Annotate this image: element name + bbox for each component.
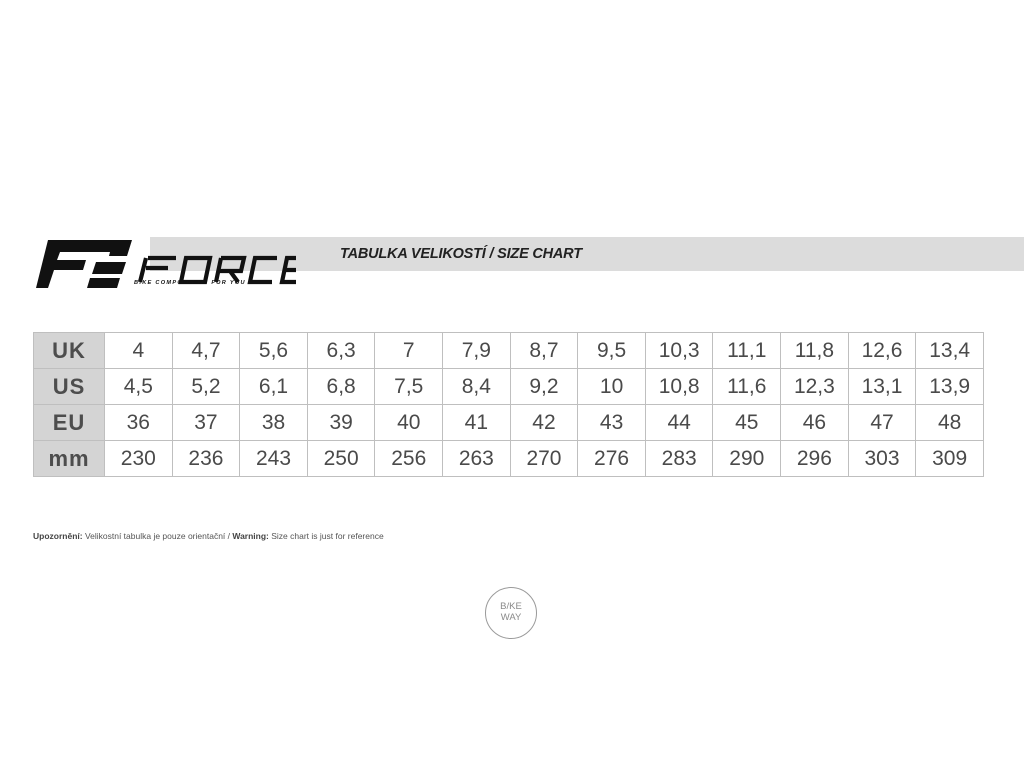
size-cell: 10,8 xyxy=(645,369,713,405)
size-cell: 41 xyxy=(443,405,511,441)
size-cell: 13,4 xyxy=(916,333,984,369)
warning-note xyxy=(33,531,384,541)
stamp-line1: B/KE xyxy=(500,601,522,612)
warning-text-cz: Velikostní tabulka je pouze orientační / xyxy=(82,531,233,541)
bikeway-stamp xyxy=(485,587,537,639)
size-cell: 44 xyxy=(645,405,713,441)
size-cell: 270 xyxy=(510,441,578,477)
size-cell: 11,8 xyxy=(781,333,849,369)
size-cell: 10,3 xyxy=(645,333,713,369)
size-cell: 7,5 xyxy=(375,369,443,405)
size-cell: 11,1 xyxy=(713,333,781,369)
size-cell: 256 xyxy=(375,441,443,477)
size-cell: 8,4 xyxy=(443,369,511,405)
row-header: mm xyxy=(34,441,105,477)
size-row-mm xyxy=(34,441,984,477)
size-cell: 42 xyxy=(510,405,578,441)
size-cell: 4,7 xyxy=(172,333,240,369)
row-header: US xyxy=(34,369,105,405)
size-cell: 38 xyxy=(240,405,308,441)
size-cell: 6,3 xyxy=(307,333,375,369)
row-header: UK xyxy=(34,333,105,369)
size-cell: 9,5 xyxy=(578,333,646,369)
size-cell: 296 xyxy=(781,441,849,477)
size-cell: 243 xyxy=(240,441,308,477)
size-cell: 46 xyxy=(781,405,849,441)
size-cell: 4,5 xyxy=(105,369,173,405)
size-cell: 263 xyxy=(443,441,511,477)
warning-text-en: Size chart is just for reference xyxy=(268,531,384,541)
force-wordmark xyxy=(140,258,296,282)
logo-tagline: BIKE COMPONENTS FOR YOU xyxy=(134,280,246,286)
size-cell: 5,6 xyxy=(240,333,308,369)
size-cell: 303 xyxy=(848,441,916,477)
size-cell: 283 xyxy=(645,441,713,477)
size-row-eu xyxy=(34,405,984,441)
size-cell: 40 xyxy=(375,405,443,441)
size-cell: 9,2 xyxy=(510,369,578,405)
size-cell: 45 xyxy=(713,405,781,441)
size-row-uk xyxy=(34,333,984,369)
warning-label-en: Warning: xyxy=(232,531,269,541)
size-cell: 250 xyxy=(307,441,375,477)
size-cell: 47 xyxy=(848,405,916,441)
size-cell: 13,9 xyxy=(916,369,984,405)
warning-label-cz: Upozornění: xyxy=(33,531,83,541)
size-cell: 12,6 xyxy=(848,333,916,369)
size-table xyxy=(33,332,984,477)
size-cell: 43 xyxy=(578,405,646,441)
size-cell: 6,1 xyxy=(240,369,308,405)
size-row-us xyxy=(34,369,984,405)
size-cell: 8,7 xyxy=(510,333,578,369)
size-cell: 4 xyxy=(105,333,173,369)
size-cell: 7,9 xyxy=(443,333,511,369)
size-cell: 6,8 xyxy=(307,369,375,405)
size-cell: 309 xyxy=(916,441,984,477)
size-cell: 39 xyxy=(307,405,375,441)
size-cell: 11,6 xyxy=(713,369,781,405)
size-cell: 12,3 xyxy=(781,369,849,405)
row-header: EU xyxy=(34,405,105,441)
size-cell: 36 xyxy=(105,405,173,441)
stamp-line2: WAY xyxy=(500,612,522,623)
chart-title: TABULKA VELIKOSTÍ / SIZE CHART xyxy=(340,246,582,262)
size-cell: 13,1 xyxy=(848,369,916,405)
size-cell: 290 xyxy=(713,441,781,477)
size-cell: 7 xyxy=(375,333,443,369)
size-cell: 5,2 xyxy=(172,369,240,405)
size-cell: 48 xyxy=(916,405,984,441)
size-cell: 230 xyxy=(105,441,173,477)
size-cell: 10 xyxy=(578,369,646,405)
size-cell: 276 xyxy=(578,441,646,477)
size-cell: 37 xyxy=(172,405,240,441)
size-cell: 236 xyxy=(172,441,240,477)
